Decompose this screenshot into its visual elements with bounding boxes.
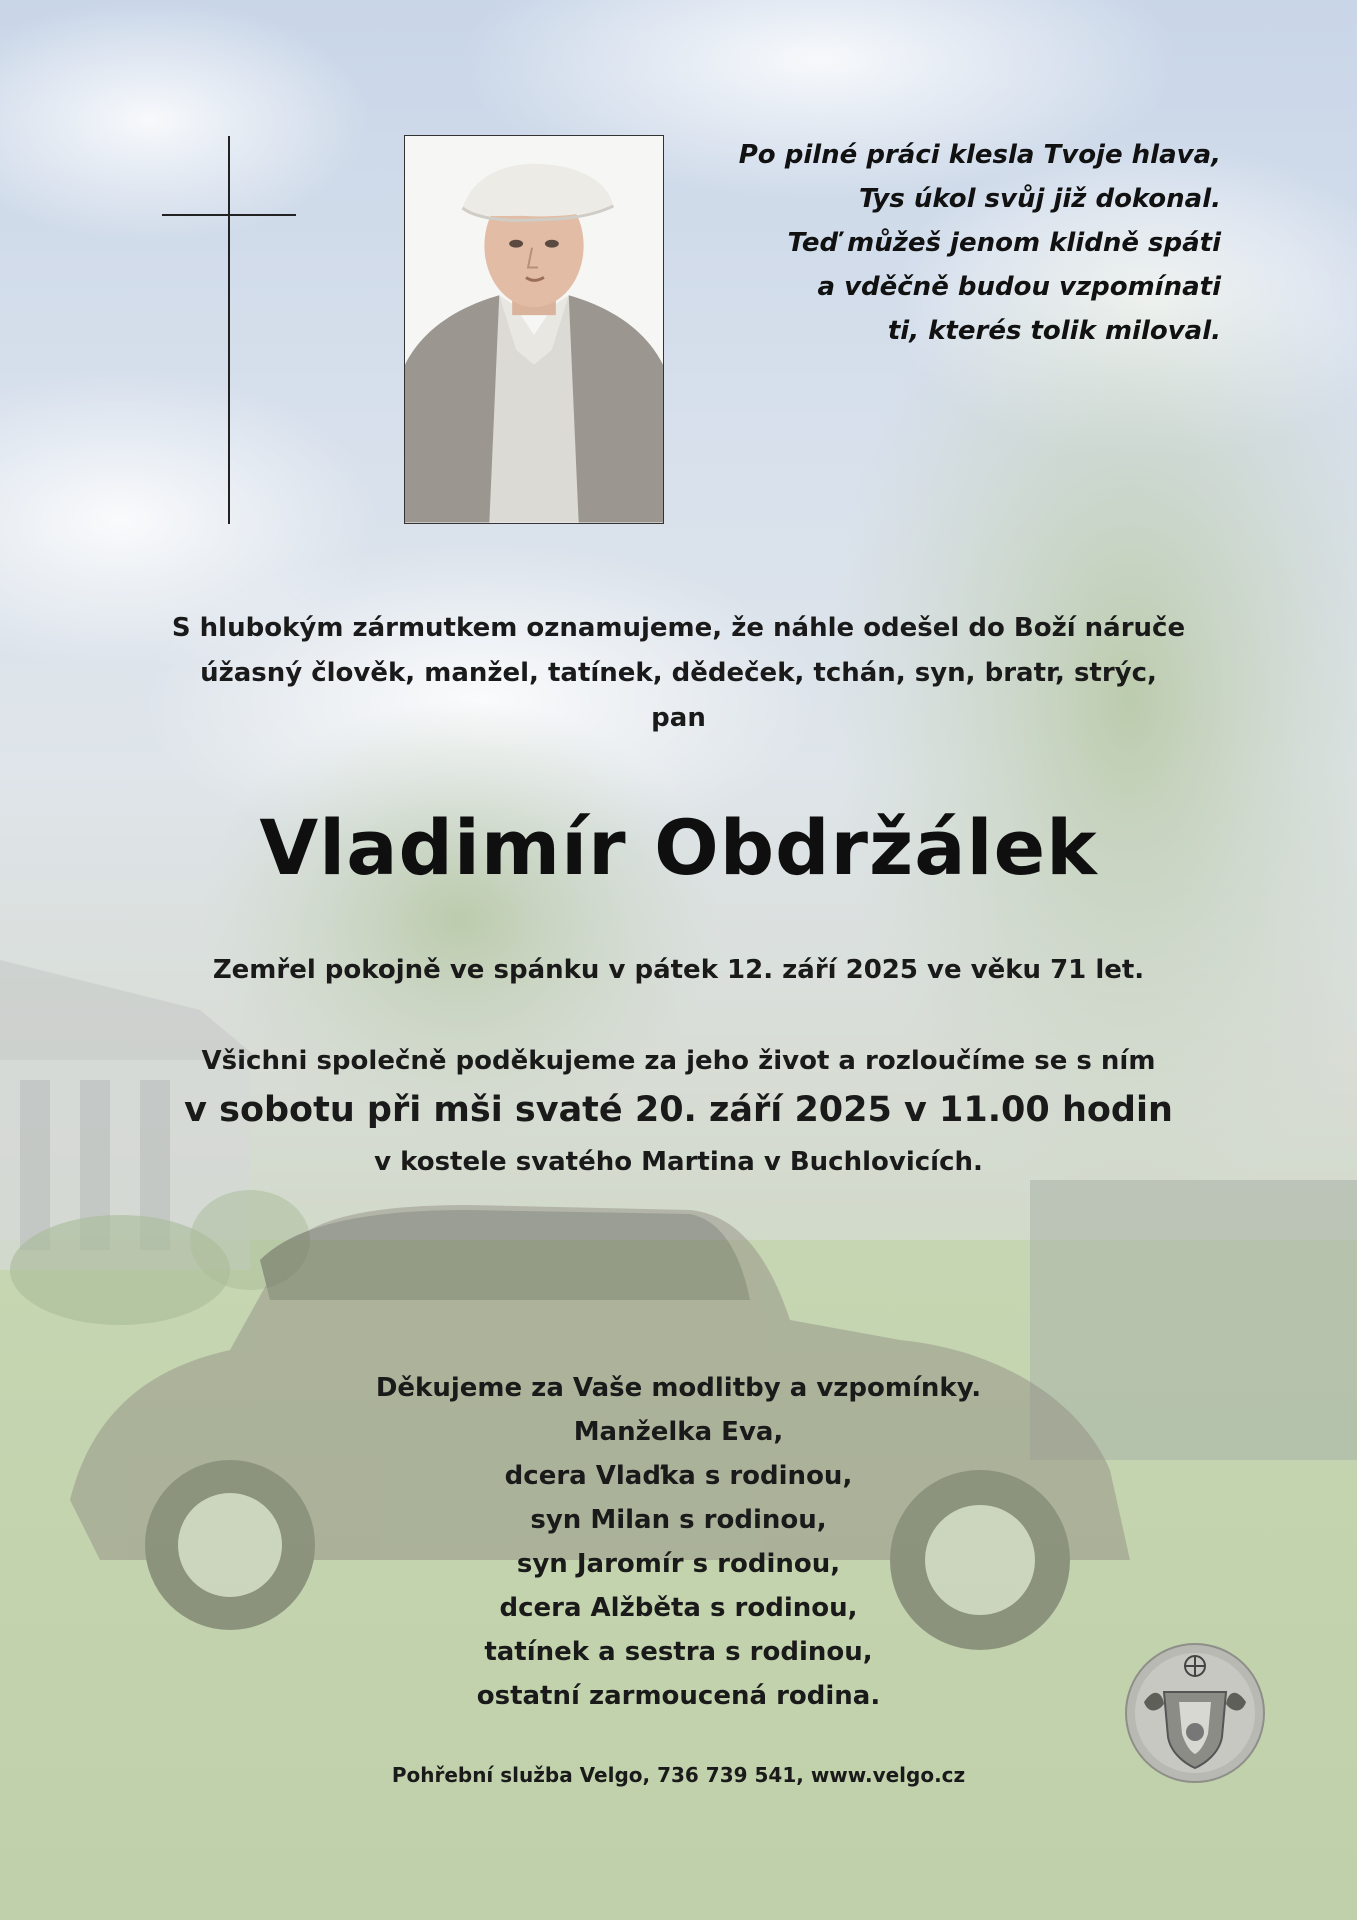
family-line: ostatní zarmoucená rodina. — [476, 1681, 881, 1711]
poem-line: Po pilné práci klesla Tvoje hlava, — [738, 140, 1221, 170]
family-line: syn Milan s rodinou, — [530, 1505, 827, 1535]
cross-icon-bar — [162, 214, 296, 216]
family-line: dcera Alžběta s rodinou, — [499, 1593, 858, 1623]
death-notice: Zemřel pokojně ve spánku v pátek 12. září 2025 ve věku 71 let. — [212, 955, 1145, 985]
family-line: Děkujeme za Vaše modlitby a vzpomínky. — [375, 1373, 982, 1403]
coat-of-arms-seal-icon — [1124, 1642, 1266, 1784]
family-line: syn Jaromír s rodinou, — [516, 1549, 841, 1579]
announcement-text — [0, 606, 1357, 741]
location-line: v kostele svatého Martina v Buchlovicích. — [374, 1147, 983, 1177]
poem-line: Tys úkol svůj již dokonal. — [858, 184, 1221, 214]
cross-icon — [228, 136, 230, 524]
memorial-poem — [661, 133, 1221, 353]
portrait-photo — [404, 135, 664, 524]
deceased-name: Vladimír Obdržálek — [259, 803, 1098, 892]
announcement-line: pan — [651, 703, 706, 733]
poem-line: a vděčně budou vzpomínati — [817, 272, 1221, 302]
ceremony-line: v sobotu při mši svaté 20. září 2025 v 11.00 hodin — [184, 1090, 1173, 1130]
funeral-service-contact: Pohřební služba Velgo, 736 739 541, www.velgo.cz — [391, 1763, 966, 1787]
family-line: tatínek a sestra s rodinou, — [484, 1637, 873, 1667]
announcement-line: úžasný člověk, manžel, tatínek, dědeček, tchán, syn, bratr, strýc, — [200, 658, 1157, 688]
poem-line: Teď můžeš jenom klidně spáti — [787, 228, 1221, 258]
announcement-line: S hlubokým zármutkem oznamujeme, že náhle odešel do Boží náruče — [171, 613, 1186, 643]
family-line: Manželka Eva, — [573, 1417, 784, 1447]
farewell-line: Všichni společně poděkujeme za jeho život a rozloučíme se s ním — [201, 1046, 1156, 1076]
poem-line: ti, kterés tolik miloval. — [887, 316, 1221, 346]
family-line: dcera Vlaďka s rodinou, — [504, 1461, 853, 1491]
